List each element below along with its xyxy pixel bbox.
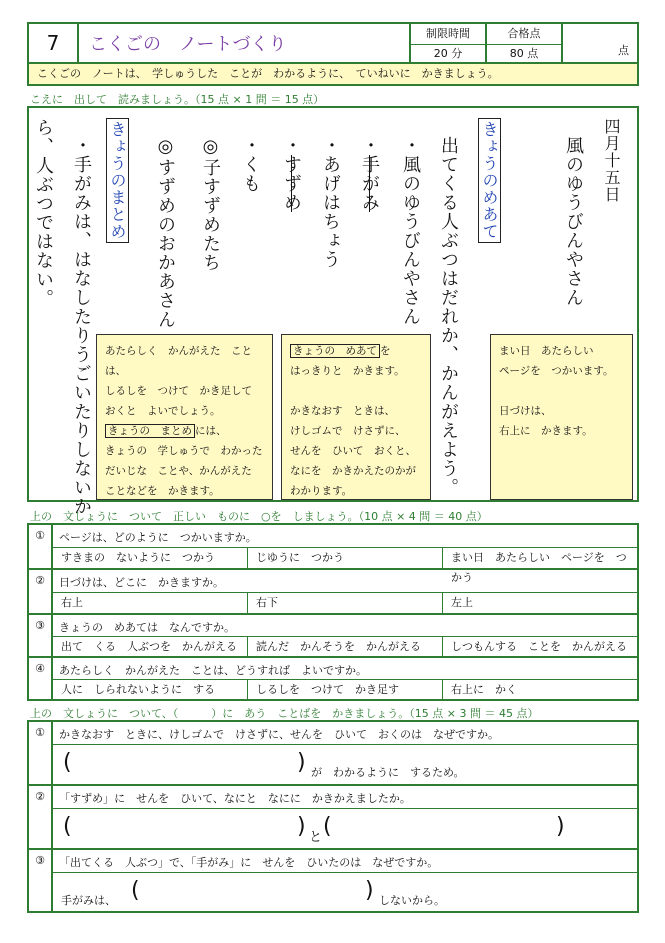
passing-score-value: 80 点 [509, 47, 539, 60]
character-5: ・くも [240, 136, 261, 193]
choice-option[interactable]: しるしを つけて かき足す [248, 680, 443, 700]
character-6: ◎子すずめたち [200, 136, 221, 272]
answer-suffix: しないから。 [379, 894, 445, 907]
time-limit-label: 制限時間 [411, 24, 485, 45]
character-2-text: 手がみ [359, 155, 380, 212]
mc-question-3 [29, 615, 637, 656]
question-text: 「すずめ」に せんを ひいて、なにと なにに かきかえましたか。 [59, 792, 411, 805]
question-text: 「出てくる 人ぶつ」で、「手がみ」に せんを ひいたのは なぜですか。 [59, 856, 439, 869]
character-1: ・風のゆうびんやさん [400, 136, 421, 326]
passage-date: 四月十五日 [602, 118, 621, 203]
open-paren: ( [131, 878, 140, 903]
summary-label [109, 118, 125, 243]
note-text: を [380, 345, 391, 357]
mc-question-4 [29, 658, 637, 699]
fill-question-1 [29, 722, 637, 784]
open-paren: ( [63, 750, 72, 775]
reading-passage [27, 106, 639, 516]
question-text: あたらしく かんがえた ことは、どうすれば よいですか。 [59, 664, 367, 677]
time-limit-value: 20 分 [433, 47, 463, 60]
note-page [490, 334, 633, 500]
score-field[interactable] [563, 24, 637, 62]
worksheet-title: こくごの ノートづくり [79, 24, 411, 62]
bullet: ・ [359, 136, 380, 155]
section2-label: 上の 文しょうに ついて 正しい ものに ○を しましょう。（10 点 × 4 問 ＝ 40 点） [30, 510, 488, 523]
note-summary [96, 334, 273, 500]
passing-score [487, 24, 563, 62]
choice-option[interactable]: 右上に かく [451, 683, 517, 696]
answer-row[interactable] [53, 808, 637, 849]
choice-row [53, 679, 637, 700]
answer-connector: と [309, 830, 323, 845]
note-line: まい日 あたらしい [499, 345, 594, 357]
choice-option[interactable]: 出て くる 人ぶつを かんがえる [53, 637, 248, 657]
question-number: ② [29, 570, 53, 613]
question-text: きょうの めあては なんですか。 [59, 621, 235, 634]
question-number: ① [29, 525, 53, 568]
question-number: ② [29, 786, 53, 848]
note-goal [281, 334, 431, 500]
note-line: せんを ひいて おくと、 [290, 445, 416, 457]
close-paren: ) [297, 750, 306, 775]
note-line: けしゴムで けさずに、 [290, 425, 406, 437]
open-paren: ( [63, 814, 72, 839]
choice-option[interactable]: すきまの ないように つかう [53, 548, 248, 569]
note-line: おくと よいでしょう。 [105, 405, 221, 417]
note-line: はっきりと かきます。 [290, 365, 405, 377]
choice-row [53, 592, 637, 614]
goal-label [481, 118, 497, 243]
close-paren: ) [297, 814, 306, 839]
note-line: ことなどを かきます。 [105, 485, 220, 497]
question-number: ③ [29, 850, 53, 911]
fill-in-section [27, 720, 639, 913]
question-text: 日づけは、どこに かきますか。 [59, 576, 224, 589]
goal-label-box: きょうのめあて [478, 118, 501, 243]
note-spacer [499, 381, 624, 401]
choice-option[interactable]: 読んだ かんそうを かんがえる [248, 637, 443, 657]
choice-option[interactable]: 右下 [248, 593, 443, 614]
note-line: きょうの 学しゅうで わかった [105, 445, 263, 457]
note-line: ページを つかいます。 [499, 365, 614, 377]
note-keyword-box: きょうの めあて [290, 344, 380, 358]
note-keyword-box: きょうの まとめ [105, 424, 195, 438]
section3-label: 上の 文しょうに ついて、（ ）に あう ことばを かきましょう。（15 点 × 3 問 ＝ 45 点） [30, 707, 539, 720]
summary-line-2: ら、人ぶつではない。 [33, 118, 54, 308]
worksheet-header [27, 22, 639, 64]
choice-option[interactable]: 人に しられないように する [53, 680, 248, 700]
note-line: 日づけは、 [499, 405, 552, 417]
character-4 [282, 136, 300, 212]
question-text: ページは、どのように つかいますか。 [59, 531, 257, 544]
summary-label-box: きょうのまとめ [106, 118, 129, 243]
passage-title: 風のゆうびんやさん [563, 136, 584, 307]
worksheet-number: 7 [29, 24, 79, 62]
close-paren: ) [365, 878, 374, 903]
note-text: には、 [195, 425, 227, 437]
character-7: ◎すずめのおかあさん [155, 136, 176, 329]
time-limit [411, 24, 487, 62]
question-number: ① [29, 722, 53, 784]
question-text: かきなおす ときに、けしゴムで けさずに、せんを ひいて おくのは なぜですか。 [59, 728, 499, 741]
note-line: 右上に かきます。 [499, 425, 593, 437]
answer-row[interactable] [53, 872, 637, 912]
question-number: ③ [29, 615, 53, 656]
score-unit: 点 [618, 44, 629, 57]
note-line: わかります。 [290, 485, 353, 497]
note-line: かきなおす ときは、 [290, 405, 395, 417]
choice-option[interactable]: しつもんする ことを かんがえる [451, 640, 627, 653]
mc-question-2 [29, 570, 637, 613]
note-line: あたらしく かんがえた ことは、 [105, 345, 252, 377]
choice-option[interactable]: じゆうに つかう [248, 548, 443, 569]
character-3: ・あげはちょう [320, 136, 341, 269]
fill-question-2 [29, 786, 637, 848]
multiple-choice-section [27, 523, 639, 701]
choice-row [53, 636, 637, 657]
close-paren: ) [556, 814, 565, 839]
character-4-text: すずめ [281, 155, 302, 212]
bullet: ・ [281, 136, 302, 155]
note-line [105, 421, 264, 441]
choice-option[interactable]: 左上 [451, 596, 473, 609]
summary-line-1: ・手がみは、はなしたりうごいたりしないか [71, 136, 92, 516]
note-line: しるしを つけて かき足して [105, 385, 252, 397]
answer-suffix: が わかるように するため。 [311, 766, 465, 779]
passing-score-label: 合格点 [487, 24, 561, 45]
goal-text: 出てくる人ぶつはだれか、かんがえよう。 [438, 136, 459, 497]
question-number: ④ [29, 658, 53, 699]
open-paren: ( [323, 814, 332, 839]
choice-option[interactable]: 右上 [53, 593, 248, 614]
character-2 [360, 136, 378, 212]
note-spacer [290, 381, 422, 401]
answer-prefix: 手がみは、 [61, 894, 116, 907]
fill-question-3 [29, 850, 637, 911]
note-line: だいじな ことや、かんがえた [105, 465, 252, 477]
answer-row[interactable] [53, 744, 637, 785]
instruction-banner: こくごの ノートは、 学しゅうした ことが わかるように、 ていねいに かきましょう。 [27, 64, 639, 86]
note-line: なにを かきかえたのかが [290, 465, 416, 477]
choice-option[interactable]: まい日 あたらしい ページを つかう [451, 551, 627, 584]
section1-label: こえに 出して 読みましょう。（15 点 × 1 問 ＝ 15 点） [30, 93, 325, 106]
note-line [290, 341, 422, 361]
